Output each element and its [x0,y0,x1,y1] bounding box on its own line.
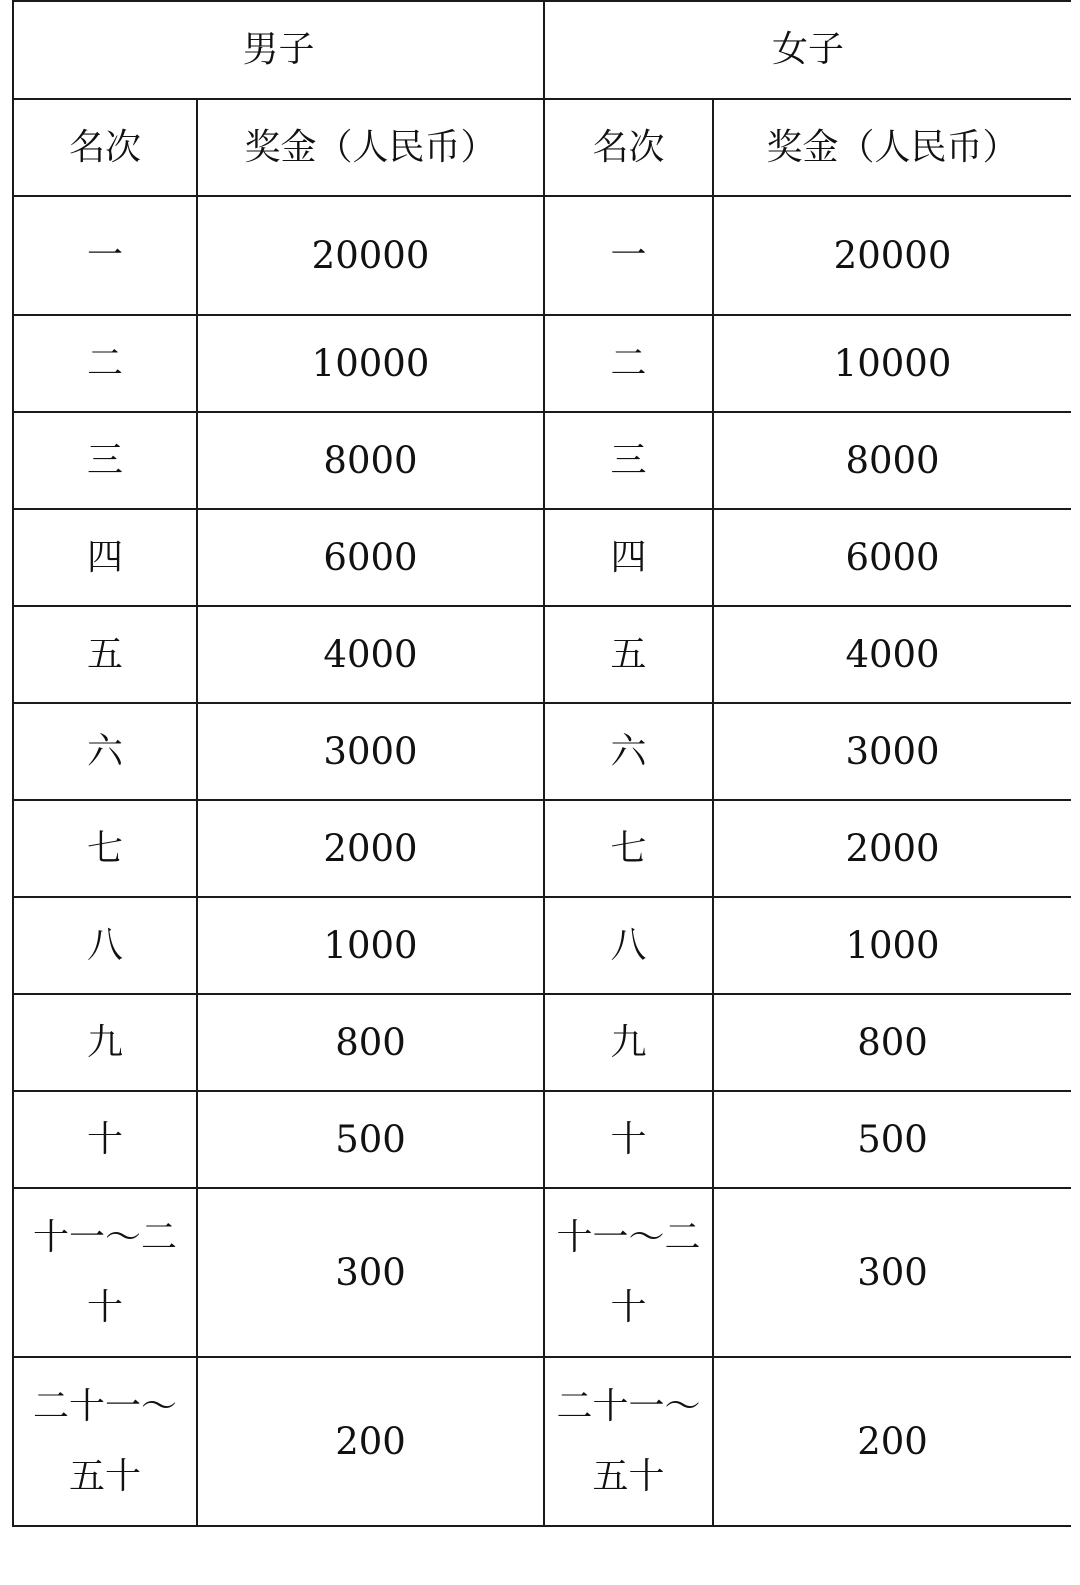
men-rank-cell: 六 [13,703,197,800]
men-prize-cell: 200 [197,1357,544,1526]
table-row [13,606,1071,703]
women-prize-header: 奖金（人民币） [713,99,1071,196]
women-header: 女子 [544,1,1071,99]
women-prize-cell: 3000 [713,703,1071,800]
men-rank-header: 名次 [13,99,197,196]
women-prize-cell: 8000 [713,412,1071,509]
women-rank-cell: 十 [544,1091,713,1188]
women-prize-cell: 6000 [713,509,1071,606]
prize-table [12,0,1071,1527]
men-rank-cell: 二十一～五十 [13,1357,197,1526]
men-rank-cell: 九 [13,994,197,1091]
women-rank-cell: 七 [544,800,713,897]
men-prize-cell: 2000 [197,800,544,897]
women-prize-cell: 800 [713,994,1071,1091]
men-prize-cell: 4000 [197,606,544,703]
men-rank-cell: 一 [13,196,197,315]
men-rank-cell: 十一～二十 [13,1188,197,1357]
women-rank-header: 名次 [544,99,713,196]
table-row [13,196,1071,315]
women-rank-cell: 五 [544,606,713,703]
men-prize-cell: 300 [197,1188,544,1357]
men-prize-cell: 1000 [197,897,544,994]
women-rank-cell: 二 [544,315,713,412]
women-rank-cell: 八 [544,897,713,994]
men-rank-cell: 八 [13,897,197,994]
men-header: 男子 [13,1,544,99]
men-rank-cell: 七 [13,800,197,897]
men-prize-cell: 6000 [197,509,544,606]
men-prize-cell: 10000 [197,315,544,412]
men-prize-header: 奖金（人民币） [197,99,544,196]
table-row [13,1188,1071,1357]
table-row [13,315,1071,412]
women-prize-cell: 1000 [713,897,1071,994]
men-rank-cell: 五 [13,606,197,703]
table-row [13,509,1071,606]
table-row [13,412,1071,509]
women-rank-cell: 三 [544,412,713,509]
women-rank-cell: 九 [544,994,713,1091]
men-rank-cell: 二 [13,315,197,412]
women-prize-cell: 300 [713,1188,1071,1357]
table-row [13,897,1071,994]
women-prize-cell: 10000 [713,315,1071,412]
women-prize-cell: 500 [713,1091,1071,1188]
women-rank-cell: 四 [544,509,713,606]
women-rank-cell: 二十一～五十 [544,1357,713,1526]
table-row [13,800,1071,897]
table-row [13,703,1071,800]
gender-header-row [13,1,1071,99]
table-row [13,994,1071,1091]
women-prize-cell: 200 [713,1357,1071,1526]
table-row [13,1091,1071,1188]
men-rank-cell: 十 [13,1091,197,1188]
men-prize-cell: 500 [197,1091,544,1188]
women-prize-cell: 2000 [713,800,1071,897]
men-rank-cell: 四 [13,509,197,606]
men-prize-cell: 8000 [197,412,544,509]
men-prize-cell: 800 [197,994,544,1091]
women-rank-cell: 十一～二十 [544,1188,713,1357]
men-rank-cell: 三 [13,412,197,509]
table-row [13,1357,1071,1526]
men-prize-cell: 20000 [197,196,544,315]
women-rank-cell: 六 [544,703,713,800]
column-header-row [13,99,1071,196]
men-prize-cell: 3000 [197,703,544,800]
women-rank-cell: 一 [544,196,713,315]
women-prize-cell: 4000 [713,606,1071,703]
women-prize-cell: 20000 [713,196,1071,315]
